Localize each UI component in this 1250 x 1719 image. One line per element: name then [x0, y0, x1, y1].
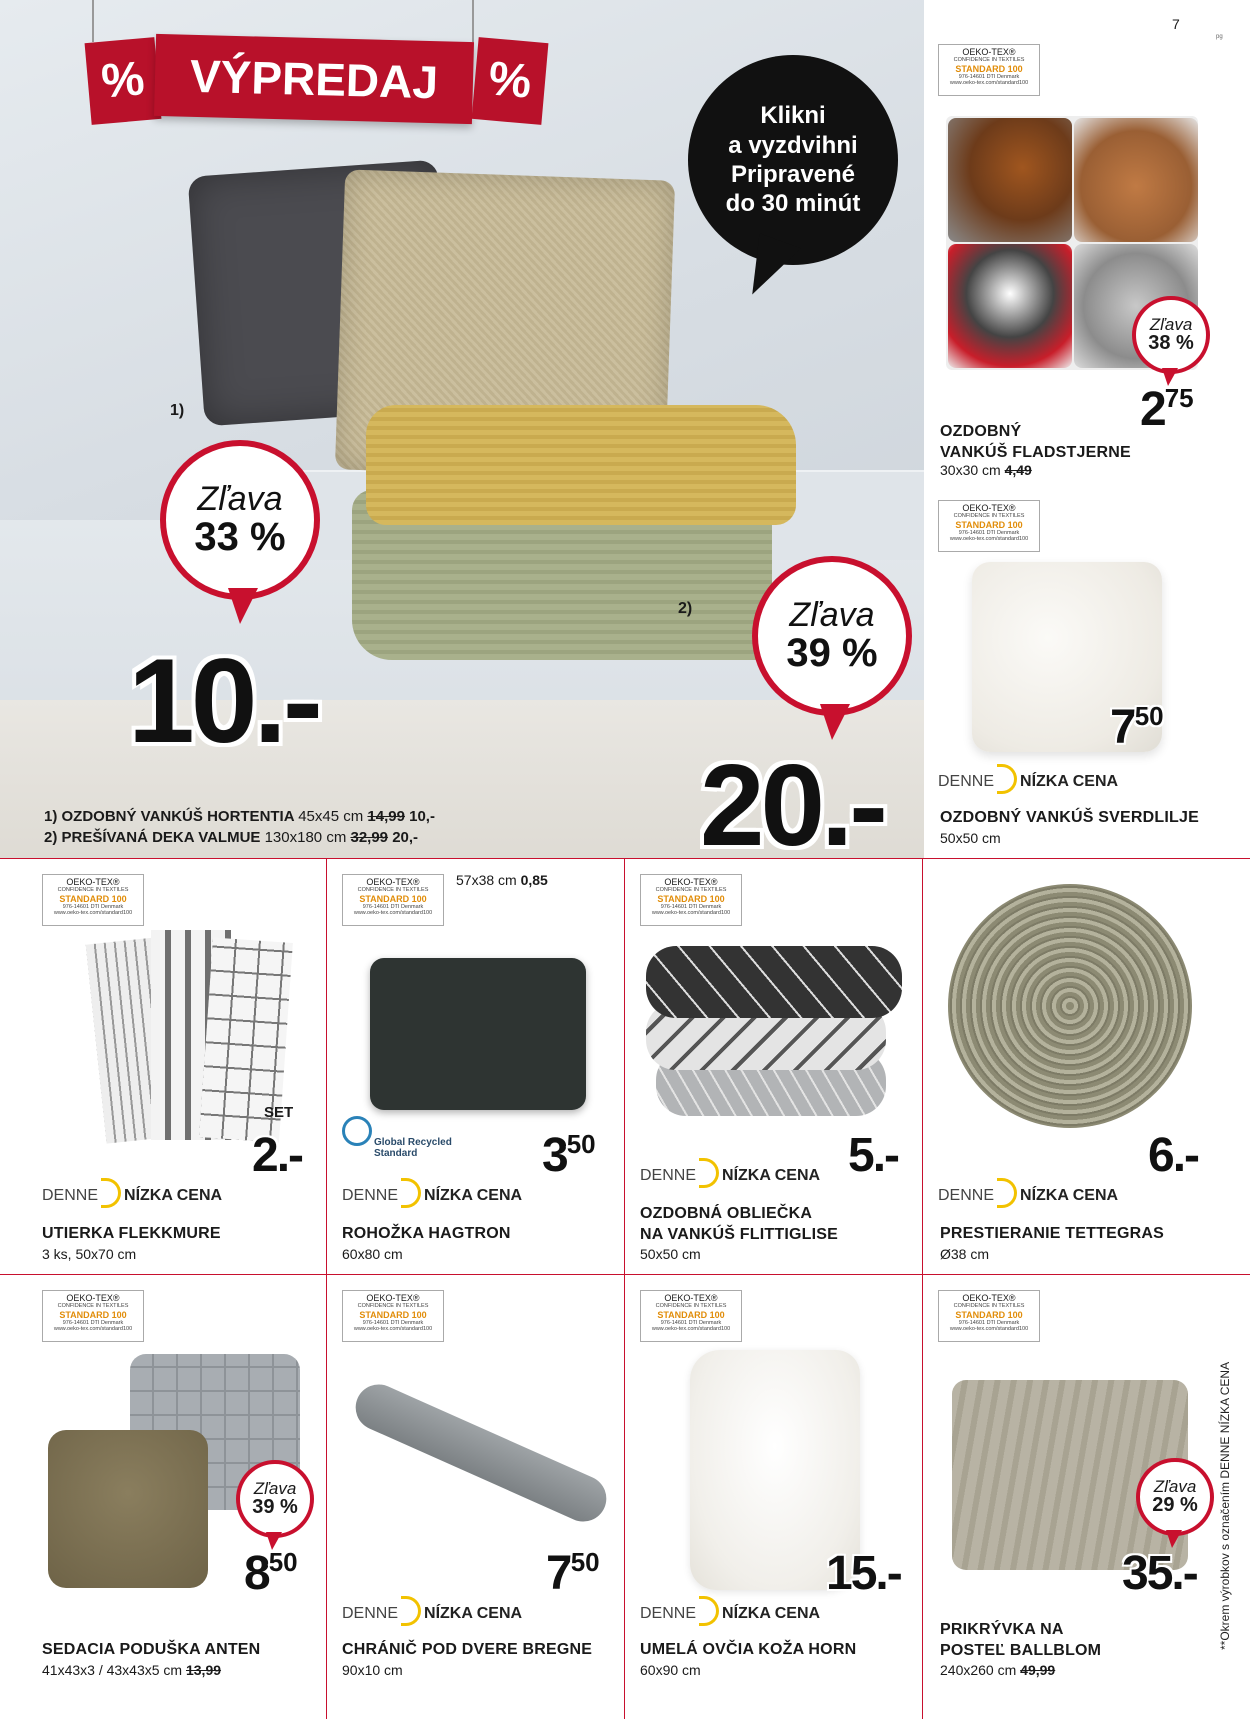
- caption-old-price: 14,99: [367, 808, 405, 825]
- oeko-cert: 976-14601 DTI Denmark: [362, 904, 424, 910]
- product-name-hagtron[interactable]: ROHOŽKA HAGTRON: [342, 1225, 511, 1242]
- price-int: 7: [546, 1547, 571, 1600]
- oeko-tex-label: [938, 44, 1040, 96]
- discount-label: Zľava: [1153, 1477, 1197, 1496]
- product-spec-sverdlilje: 50x50 cm: [940, 830, 1001, 846]
- old-price: 49,99: [1020, 1662, 1056, 1678]
- product-name-tettegras[interactable]: PRESTIERANIE TETTEGRAS: [940, 1225, 1164, 1242]
- oeko-url: www.oeko-tex.com/standard100: [949, 80, 1029, 87]
- oeko-url: www.oeko-tex.com/standard100: [53, 1326, 133, 1333]
- click-and-collect-bubble[interactable]: [688, 55, 898, 265]
- oeko-cert: 976-14601 DTI Denmark: [62, 904, 124, 910]
- sun-icon: [401, 1178, 421, 1208]
- price-bregne: [546, 1546, 600, 1601]
- price-int: 8: [244, 1547, 269, 1600]
- oeko-tex-label: [42, 874, 144, 926]
- draft-stopper-bregne-image[interactable]: [348, 1377, 613, 1529]
- product-name-bregne[interactable]: CHRÁNIČ POD DVERE BREGNE: [342, 1641, 593, 1658]
- oeko-standard: STANDARD 100: [939, 64, 1039, 74]
- oeko-title: OEKO-TEX®: [664, 1293, 718, 1303]
- sun-icon: [699, 1158, 719, 1188]
- oeko-tex-label: [640, 874, 742, 926]
- price-dec: 50: [268, 1547, 298, 1577]
- nizka-cena-text: NÍZKA CENA: [722, 1167, 821, 1184]
- percent-tab-left: %: [85, 37, 162, 125]
- seat-cushion-anten-image[interactable]: [48, 1430, 208, 1588]
- caption-name: 1) OZDOBNÝ VANKÚŠ HORTENTIA: [44, 808, 295, 825]
- price-tettegras: 6.-: [1148, 1129, 1199, 1182]
- product-name-ballblom[interactable]: [940, 1620, 1101, 1662]
- oeko-standard: STANDARD 100: [43, 1310, 143, 1320]
- discount-label: Zľava: [197, 480, 283, 518]
- price-fladstjerne: [1140, 382, 1194, 437]
- price-sverdlilje: [1110, 700, 1164, 755]
- price-flittiglise: 5.-: [848, 1129, 899, 1182]
- oeko-title: OEKO-TEX®: [962, 1293, 1016, 1303]
- oeko-title: OEKO-TEX®: [962, 47, 1016, 57]
- oeko-url: www.oeko-tex.com/standard100: [353, 1326, 433, 1333]
- discount-label: Zľava: [1149, 315, 1193, 334]
- oeko-cert: 976-14601 DTI Denmark: [958, 1320, 1020, 1326]
- name-line: POSTEĽ BALLBLOM: [940, 1641, 1102, 1659]
- oeko-sub: CONFIDENCE IN TEXTILES: [655, 1303, 727, 1310]
- oeko-title: OEKO-TEX®: [664, 877, 718, 887]
- nizka-cena-text: NÍZKA CENA: [124, 1187, 223, 1204]
- denne-text: DENNE: [342, 1187, 399, 1204]
- pillowcase-flittiglise-image[interactable]: [646, 946, 902, 1116]
- oeko-title: OEKO-TEX®: [366, 877, 420, 887]
- sale-banner[interactable]: VÝPREDAJ: [154, 34, 474, 124]
- denne-text: DENNE: [42, 1187, 99, 1204]
- price-ballblom: 35.-: [1122, 1547, 1197, 1600]
- denne-nizka-cena-logo: [938, 764, 1118, 794]
- grs-line: Global Recycled: [374, 1137, 452, 1148]
- caption-name: 2) PREŠÍVANÁ DEKA VALMUE: [44, 829, 261, 846]
- corner-mark: pg: [1216, 34, 1223, 40]
- page-number: 7: [1172, 16, 1180, 32]
- oeko-sub: CONFIDENCE IN TEXTILES: [57, 1303, 129, 1310]
- product-spec-ballblom: [940, 1662, 1055, 1678]
- oeko-url: www.oeko-tex.com/standard100: [651, 910, 731, 917]
- pet-rabbits: [1074, 118, 1198, 242]
- oeko-tex-label: [342, 1290, 444, 1342]
- old-price: 13,99: [185, 1662, 222, 1678]
- denne-text: DENNE: [640, 1605, 697, 1622]
- oeko-tex-label: [938, 500, 1040, 552]
- product-spec-hagtron: 60x80 cm: [342, 1246, 403, 1262]
- oeko-url: www.oeko-tex.com/standard100: [53, 910, 133, 917]
- oeko-standard: STANDARD 100: [343, 894, 443, 904]
- nizka-cena-text: NÍZKA CENA: [722, 1605, 821, 1622]
- oeko-title: OEKO-TEX®: [66, 877, 120, 887]
- product-name-sverdlilje[interactable]: OZDOBNÝ VANKÚŠ SVERDLILJE: [940, 809, 1199, 826]
- denne-nizka-cena-logo: [938, 1178, 1118, 1208]
- banner-string: [92, 0, 94, 42]
- oeko-standard: STANDARD 100: [641, 1310, 741, 1320]
- discount-label: Zľava: [789, 596, 875, 634]
- discount-value: 39 %: [786, 631, 878, 675]
- blanket-valmue-image[interactable]: [366, 405, 796, 525]
- oeko-tex-label: [342, 874, 444, 926]
- product-spec-fladstjerne: [940, 462, 1032, 478]
- oeko-url: www.oeko-tex.com/standard100: [353, 910, 433, 917]
- discount-badge-valmue: [752, 556, 912, 716]
- product-spec-flittiglise: 50x50 cm: [640, 1246, 701, 1262]
- oeko-tex-label: [640, 1290, 742, 1342]
- price-valmue: 20.-: [700, 740, 884, 858]
- name-line: OZDOBNÝ: [940, 423, 1022, 440]
- oeko-standard: STANDARD 100: [641, 894, 741, 904]
- oeko-cert: 976-14601 DTI Denmark: [660, 904, 722, 910]
- spec-size: 41x43x3 / 43x43x5 cm: [42, 1662, 183, 1678]
- price-dec: 50: [1134, 701, 1164, 731]
- discount-badge-anten: [236, 1460, 314, 1538]
- discount-value: 29 %: [1152, 1494, 1198, 1516]
- oeko-standard: STANDARD 100: [939, 1310, 1039, 1320]
- name-line: VANKÚŠ FLADSTJERNE: [940, 443, 1131, 461]
- oeko-sub: CONFIDENCE IN TEXTILES: [57, 887, 129, 894]
- oeko-url: www.oeko-tex.com/standard100: [651, 1326, 731, 1333]
- grid-divider: [326, 858, 327, 1719]
- price-anten: [244, 1546, 298, 1601]
- caption-size: 130x180 cm: [264, 829, 347, 846]
- sun-icon: [101, 1178, 121, 1208]
- price-int: 2: [1140, 383, 1165, 436]
- oeko-sub: CONFIDENCE IN TEXTILES: [357, 887, 429, 894]
- grid-divider: [624, 858, 625, 1719]
- product-spec-tettegras: Ø38 cm: [940, 1246, 990, 1262]
- denne-text: DENNE: [938, 773, 995, 790]
- product-name-flittiglise[interactable]: [640, 1204, 838, 1246]
- product-spec-bregne: 90x10 cm: [342, 1662, 403, 1678]
- name-line: NA VANKÚŠ FLITTIGLISE: [640, 1225, 838, 1243]
- grs-line: Standard: [374, 1147, 418, 1159]
- discount-label: Zľava: [253, 1479, 297, 1498]
- price-flekkmure: 2.-: [252, 1129, 303, 1182]
- oeko-standard: STANDARD 100: [939, 520, 1039, 530]
- sun-icon: [997, 1178, 1017, 1208]
- hero-section: [0, 0, 924, 858]
- spec-size: 30x30 cm: [940, 462, 1001, 478]
- denne-text: DENNE: [640, 1167, 697, 1184]
- discount-badge-ballblom: [1136, 1458, 1214, 1536]
- product-name-anten[interactable]: SEDACIA PODUŠKA ANTEN: [42, 1641, 261, 1658]
- oeko-standard: STANDARD 100: [43, 894, 143, 904]
- denne-nizka-cena-logo: [342, 1596, 522, 1626]
- oeko-url: www.oeko-tex.com/standard100: [949, 536, 1029, 543]
- discount-value: 38 %: [1148, 332, 1194, 354]
- oeko-sub: CONFIDENCE IN TEXTILES: [953, 513, 1025, 520]
- recycle-icon: [342, 1116, 372, 1146]
- nizka-cena-text: NÍZKA CENA: [424, 1605, 523, 1622]
- product-name-horn[interactable]: UMELÁ OVČIA KOŽA HORN: [640, 1641, 857, 1658]
- sun-icon: [401, 1596, 421, 1626]
- marker-2: 2): [678, 600, 693, 617]
- oeko-cert: 976-14601 DTI Denmark: [62, 1320, 124, 1326]
- price-hortentia: 10.-: [128, 634, 319, 768]
- oeko-cert: 976-14601 DTI Denmark: [958, 74, 1020, 80]
- oeko-cert: 976-14601 DTI Denmark: [958, 530, 1020, 536]
- caption-new-price: 10,-: [409, 808, 435, 825]
- discount-value: 33 %: [194, 515, 286, 559]
- hero-caption: [44, 806, 435, 848]
- price-hagtron: [542, 1128, 596, 1183]
- price-int: 3: [542, 1129, 567, 1182]
- towel-flekkmure-image[interactable]: [96, 920, 286, 1160]
- nizka-cena-text: NÍZKA CENA: [424, 1187, 523, 1204]
- oeko-title: OEKO-TEX®: [66, 1293, 120, 1303]
- oeko-title: OEKO-TEX®: [366, 1293, 420, 1303]
- product-name-flekkmure[interactable]: UTIERKA FLEKKMURE: [42, 1225, 221, 1242]
- price-dec: 50: [566, 1129, 596, 1159]
- percent-tab-right: %: [472, 37, 549, 125]
- grid-divider: [0, 1274, 1250, 1275]
- pet-puppy-heart: [948, 244, 1072, 368]
- oeko-tex-label: [938, 1290, 1040, 1342]
- doormat-hagtron-image[interactable]: [370, 958, 586, 1110]
- click-and-collect-text: Klikni a vyzdvihni Pripravené do 30 minút: [725, 102, 861, 218]
- oeko-cert: 976-14601 DTI Denmark: [362, 1320, 424, 1326]
- discount-value: 39 %: [252, 1496, 298, 1518]
- nizka-cena-text: NÍZKA CENA: [1020, 1187, 1119, 1204]
- name-line: OZDOBNÁ OBLIEČKA: [640, 1205, 813, 1222]
- caption-line-1: [44, 806, 435, 827]
- nizka-cena-text: NÍZKA CENA: [1020, 773, 1119, 790]
- caption-new-price: 20,-: [392, 829, 419, 846]
- oeko-sub: CONFIDENCE IN TEXTILES: [655, 887, 727, 894]
- placemat-tettegras-image[interactable]: [948, 884, 1192, 1128]
- small-size: 57x38 cm: [456, 872, 517, 888]
- denne-text: DENNE: [938, 1187, 995, 1204]
- old-price: 4,49: [1004, 462, 1032, 478]
- product-spec-anten: [42, 1662, 221, 1678]
- oeko-title: OEKO-TEX®: [962, 503, 1016, 513]
- spec-size: 240x260 cm: [940, 1662, 1017, 1678]
- caption-line-2: [44, 827, 435, 848]
- price-int: 7: [1110, 701, 1135, 754]
- price-horn: 15.-: [826, 1547, 901, 1600]
- oeko-sub: CONFIDENCE IN TEXTILES: [357, 1303, 429, 1310]
- caption-old-price: 32,99: [350, 829, 389, 846]
- denne-nizka-cena-logo: [640, 1596, 820, 1626]
- denne-nizka-cena-logo: [342, 1178, 522, 1208]
- oeko-tex-label: [42, 1290, 144, 1342]
- sun-icon: [997, 764, 1017, 794]
- grid-divider: [922, 858, 923, 1719]
- small-price: 0,85: [520, 872, 548, 888]
- banner-string: [472, 0, 474, 42]
- set-label: SET: [264, 1104, 294, 1121]
- discount-badge-fladstjerne: [1132, 296, 1210, 374]
- pet-dog-cat: [948, 118, 1072, 242]
- sun-icon: [699, 1596, 719, 1626]
- grs-label: [374, 1138, 452, 1159]
- oeko-url: www.oeko-tex.com/standard100: [949, 1326, 1029, 1333]
- price-dec: 50: [570, 1547, 600, 1577]
- product-spec-flekkmure: 3 ks, 50x70 cm: [42, 1246, 137, 1262]
- caption-size: 45x45 cm: [298, 808, 364, 825]
- denne-nizka-cena-logo: [42, 1178, 222, 1208]
- side-note: **Okrem výrobkov s označením DENNE NÍZKA CENA: [1218, 1361, 1232, 1650]
- oeko-cert: 976-14601 DTI Denmark: [660, 1320, 722, 1326]
- oeko-standard: STANDARD 100: [343, 1310, 443, 1320]
- product-name-fladstjerne[interactable]: [940, 422, 1131, 464]
- name-line: PRIKRÝVKA NA: [940, 1621, 1064, 1638]
- oeko-sub: CONFIDENCE IN TEXTILES: [953, 1303, 1025, 1310]
- product-spec-horn: 60x90 cm: [640, 1662, 701, 1678]
- denne-nizka-cena-logo: [640, 1158, 820, 1188]
- discount-badge-hortentia: [160, 440, 320, 600]
- denne-text: DENNE: [342, 1605, 399, 1622]
- grid-divider: [0, 858, 1250, 859]
- price-dec: 75: [1164, 383, 1194, 413]
- marker-1: 1): [170, 402, 185, 419]
- small-mat-spec: [456, 872, 548, 888]
- oeko-sub: CONFIDENCE IN TEXTILES: [953, 57, 1025, 64]
